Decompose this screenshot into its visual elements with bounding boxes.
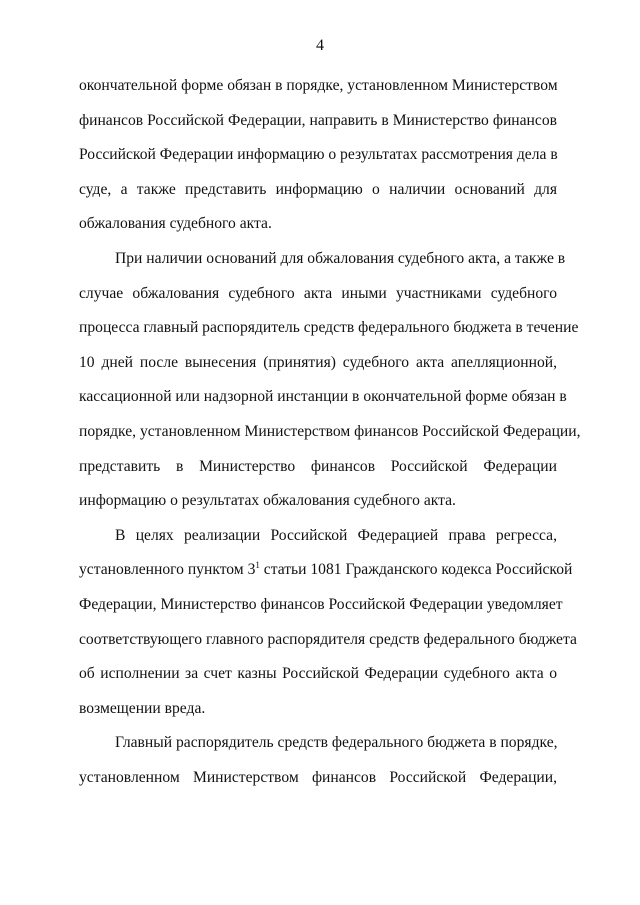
paragraph-1	[79, 69, 557, 242]
text-line: процесса главный распорядитель средств федерального бюджета в течение	[79, 319, 579, 337]
text-line: При наличии оснований для обжалования судебного акта, а также в	[115, 249, 566, 267]
text-line: представить в Министерство финансов Российской Федерации	[79, 457, 557, 475]
text-line: Российской Федерации информацию о результатах рассмотрения дела в	[79, 146, 558, 164]
text-line: суде, а также представить информацию о наличии оснований для	[79, 180, 557, 198]
text-line: обжалования судебного акта.	[79, 215, 272, 233]
text-line: финансов Российской Федерации, направить в Министерство финансов	[79, 111, 557, 129]
text-line: соответствующего главного распорядителя средств федерального бюджета	[79, 630, 577, 648]
text-fragment: установленного пунктом 3	[79, 561, 256, 579]
document-body	[79, 69, 581, 795]
text-line: В целях реализации Российской Федерацией права регресса,	[115, 526, 557, 544]
superscript: 1	[255, 560, 260, 571]
paragraph-4	[79, 726, 557, 795]
text-line: 10 дней после вынесения (принятия) судебного акта апелляционной,	[79, 353, 557, 371]
text-line: порядке, установленном Министерством финансов Российской Федерации,	[79, 422, 581, 440]
text-fragment: статьи 1081 Гражданского кодекса Российской	[259, 561, 573, 579]
text-line: установленном Министерством финансов Российской Федерации,	[79, 768, 557, 786]
paragraph-3	[79, 519, 577, 727]
text-line: окончательной форме обязан в порядке, установленном Министерством	[79, 77, 558, 94]
text-line: возмещении вреда.	[79, 699, 206, 717]
text-line: Федерации, Министерство финансов Российской Федерации уведомляет	[79, 595, 563, 613]
paragraph-2	[79, 242, 581, 519]
text-line-with-superscript	[79, 553, 573, 588]
text-line: случае обжалования судебного акта иными участниками судебного	[79, 284, 557, 302]
text-line: Главный распорядитель средств федерального бюджета в порядке,	[115, 734, 558, 752]
page-number: 4	[316, 37, 324, 54]
text-line: об исполнении за счет казны Российской Федерации судебного акта о	[79, 665, 557, 683]
text-line: информацию о результатах обжалования судебного акта.	[79, 492, 456, 510]
text-line: кассационной или надзорной инстанции в окончательной форме обязан в	[79, 388, 567, 406]
